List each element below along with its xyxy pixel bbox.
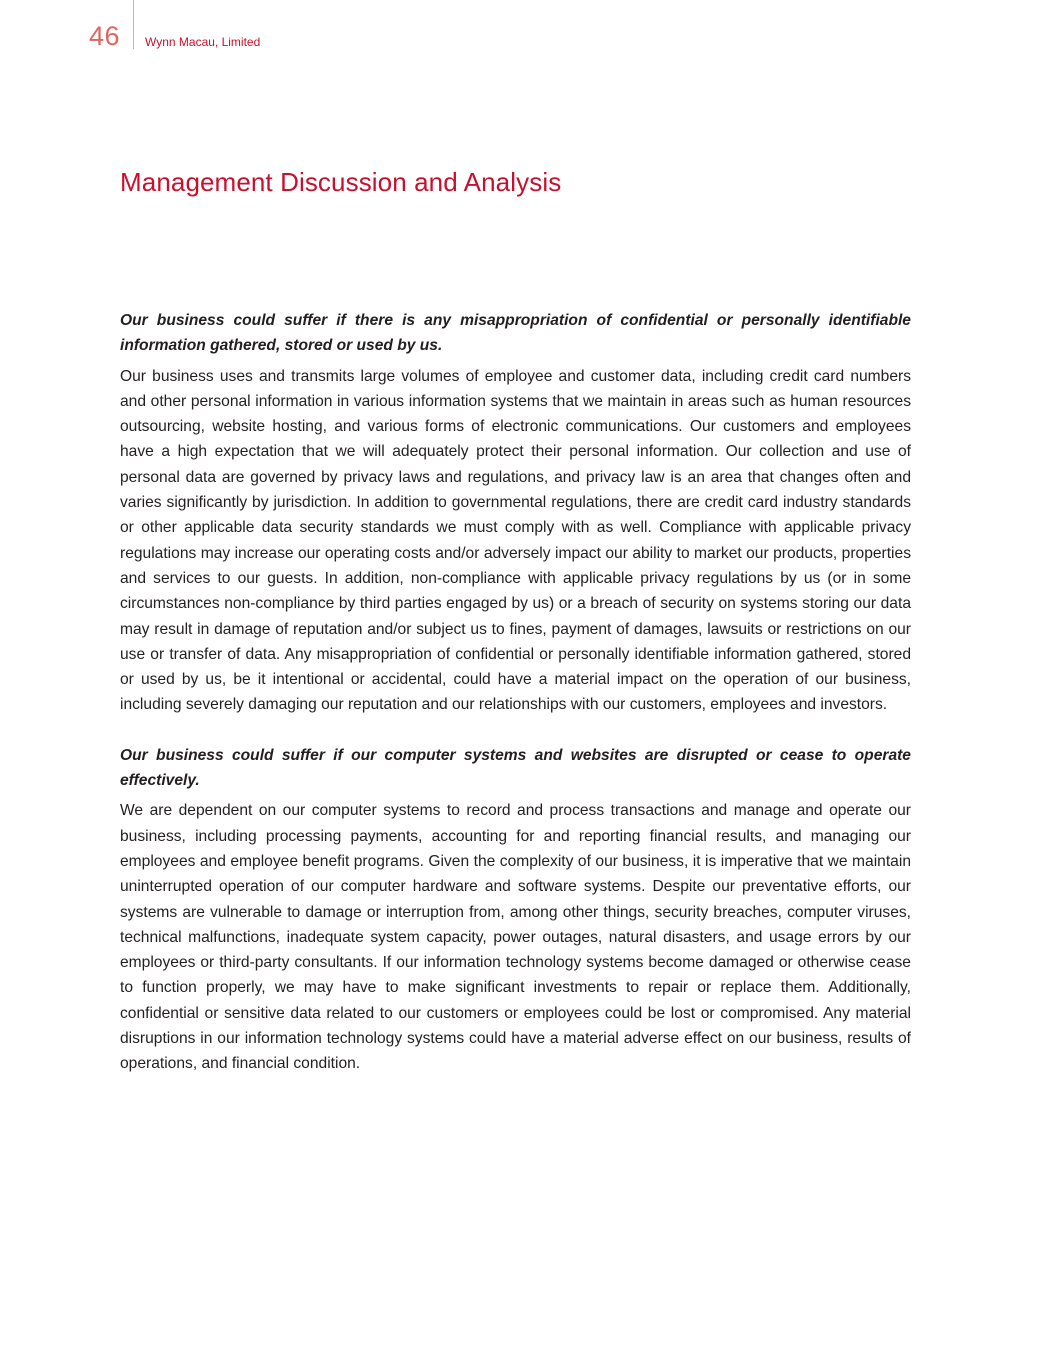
risk-heading: Our business could suffer if there is any misappropriation of confidential or personally identifiable information gathered, stored or used by us. — [120, 312, 911, 355]
page-number: 46 — [89, 21, 121, 51]
page-header — [0, 0, 1055, 60]
risk-section-data-misappropriation — [120, 308, 911, 718]
risk-section-computer-systems — [120, 743, 911, 1077]
section-title: Management Discussion and Analysis — [120, 167, 562, 197]
risk-body: Our business uses and transmits large volumes of employee and customer data, including credit card numbers and other personal information in various information systems that we maintain in areas such as human resources outsourcing, website hosting, and various forms of electronic communications. Our customers and employees have a high expectation that we will adequately protect their personal information. Our collection and use of personal data are governed by privacy laws and regulations, and privacy law is an area that changes often and varies significantly by jurisdiction. In addition to governmental regulations, there are credit card industry standards or other applicable data security standards we must comply with as well. Compliance with applicable privacy regulations may increase our operating costs and/or adversely impact our ability to market our products, properties and services to our guests. In addition, non-compliance with applicable privacy regulations by us (or in some circumstances non-compliance by third parties engaged by us) or a breach of security on systems storing our data may result in damage of reputation and/or subject us to fines, payment of damages, lawsuits or restrictions on our use or transfer of data. Any misappropriation of confidential or personally identifiable information gathered, stored or used by us, be it intentional or accidental, could have a material impact on the operation of our business, including severely damaging our reputation and our relationships with our customers, employees and investors. — [120, 367, 911, 714]
header-divider — [133, 0, 134, 49]
company-name: Wynn Macau, Limited — [145, 35, 261, 49]
risk-body: We are dependent on our computer systems to record and process transactions and manage and operate our business, including processing payments, accounting for and reporting financial results, and managing our employees and employee benefit programs. Given the complexity of our business, it is imperative that we maintain uninterrupted operation of our computer hardware and software systems. Despite our preventative efforts, our systems are vulnerable to damage or interruption from, among other things, security breaches, computer viruses, technical malfunctions, inadequate system capacity, power outages, natural disasters, and usage errors by our employees or third-party consultants. If our information technology systems become damaged or otherwise cease to function properly, we may have to make significant investments to repair or replace them. Additionally, confidential or sensitive data related to our customers or employees could be lost or compromised. Any material disruptions in our information technology systems could have a material adverse effect on our business, results of operations, and financial condition. — [120, 802, 911, 1073]
risk-heading: Our business could suffer if our computer systems and websites are disrupted or cease to operate effectively. — [120, 746, 911, 790]
main-content — [120, 308, 911, 1077]
